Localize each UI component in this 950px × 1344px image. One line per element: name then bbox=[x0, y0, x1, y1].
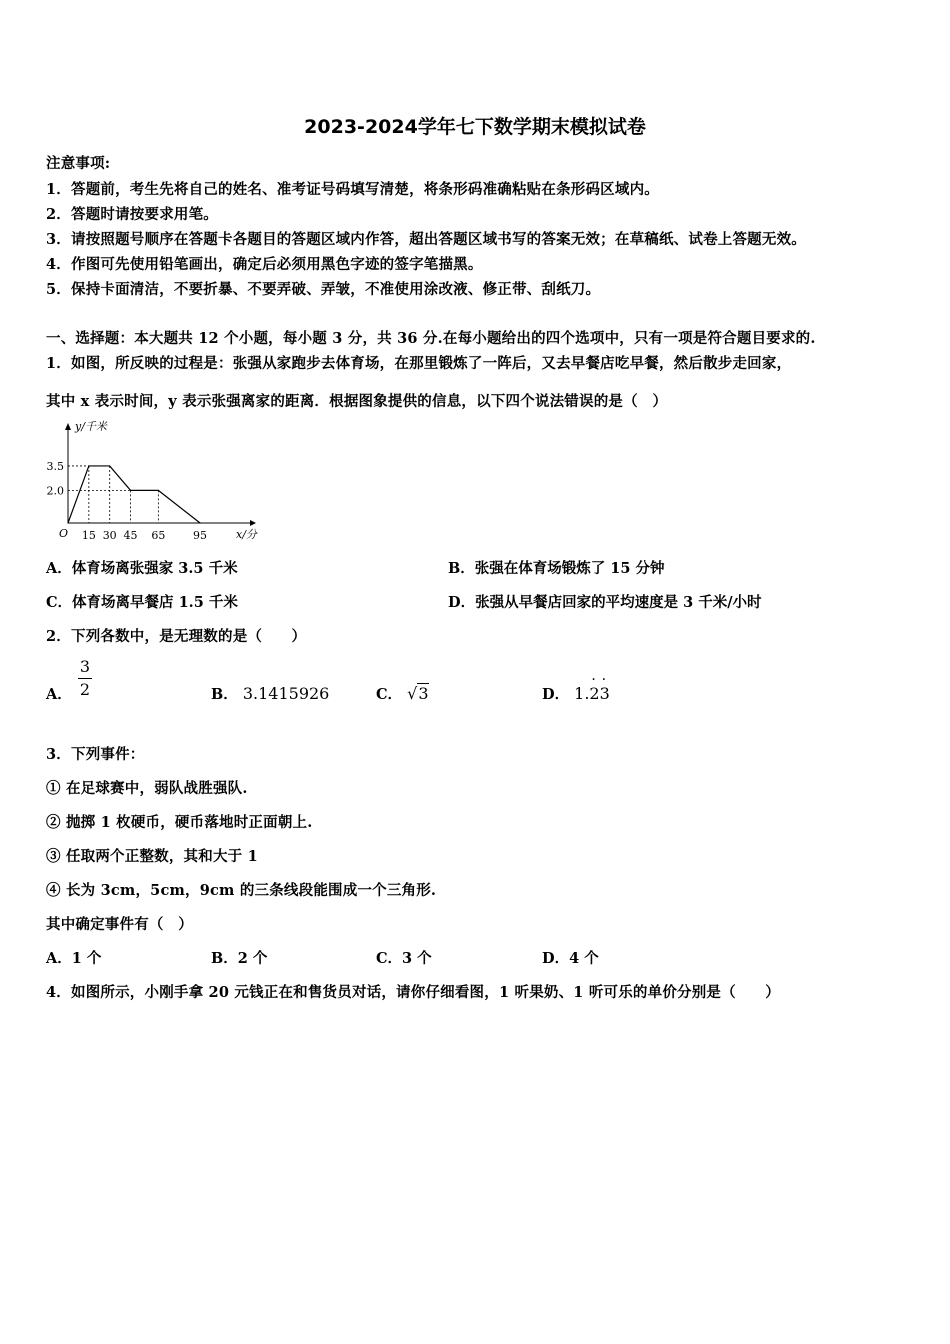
q2-option-c bbox=[376, 683, 429, 704]
x-tick-label: 30 bbox=[102, 529, 117, 542]
data-point bbox=[88, 465, 89, 466]
data-point bbox=[158, 490, 159, 491]
repeating-digit-1: · 2 bbox=[589, 684, 599, 703]
data-point bbox=[109, 465, 110, 466]
q1-option-a: A．体育场离张强家 3.5 千米 bbox=[46, 560, 238, 577]
q3-event-4: ④ 长为 3cm，5cm，9cm 的三条线段能围成一个三角形. bbox=[46, 882, 437, 899]
fraction-numerator: 3 bbox=[79, 657, 91, 676]
q1-distance-time-chart bbox=[40, 418, 270, 546]
distance-series-line bbox=[68, 466, 200, 523]
data-point bbox=[130, 490, 131, 491]
q3-event-3: ③ 任取两个正整数，其和大于 1 bbox=[46, 848, 258, 865]
q3-event-1: ① 在足球赛中，弱队战胜强队. bbox=[46, 780, 248, 797]
fraction-bar bbox=[78, 678, 92, 679]
q2-option-d bbox=[542, 683, 610, 704]
q3-option-d: D．4 个 bbox=[542, 950, 599, 967]
q2-option-b-label: B． bbox=[211, 686, 238, 703]
q1-option-c: C．体育场离早餐店 1.5 千米 bbox=[46, 594, 238, 611]
origin-label: O bbox=[59, 527, 69, 540]
data-point bbox=[67, 522, 68, 523]
x-tick-label: 95 bbox=[193, 529, 208, 542]
q2-stem: 2．下列各数中，是无理数的是（ ） bbox=[46, 628, 307, 645]
notice-item-4: 4．作图可先使用铅笔画出，确定后必须用黑色字迹的签字笔描黑。 bbox=[46, 256, 483, 273]
q2-option-d-label: D． bbox=[542, 686, 570, 703]
q2-option-a-label: A． bbox=[46, 686, 72, 703]
data-point bbox=[199, 522, 200, 523]
x-axis-arrow-icon bbox=[250, 520, 256, 526]
y-tick-label: 3.5 bbox=[46, 459, 64, 473]
q1-option-b: B．张强在体育场锻炼了 15 分钟 bbox=[448, 560, 665, 577]
section-heading: 一、选择题：本大题共 12 个小题，每小题 3 分，共 36 分.在每小题给出的四个选项中，只有一项是符合题目要求的. bbox=[46, 330, 816, 347]
q3-option-a: A．1 个 bbox=[46, 950, 102, 967]
exam-title: 2023-2024学年七下数学期末模拟试卷 bbox=[304, 116, 646, 138]
y-tick-label: 2.0 bbox=[46, 484, 64, 498]
q3-option-b: B．2 个 bbox=[211, 950, 268, 967]
notice-item-2: 2．答题时请按要求用笔。 bbox=[46, 206, 218, 223]
q3-stem: 3．下列事件： bbox=[46, 746, 145, 763]
sqrt-sign-icon: √ bbox=[407, 684, 418, 703]
notice-item-3: 3．请按照题号顺序在答题卡各题目的答题区域内作答，超出答题区域书写的答案无效；在草稿纸、试卷上答题无效。 bbox=[46, 231, 806, 248]
notice-item-1: 1．答题前，考生先将自己的姓名、准考证号码填写清楚，将条形码准确粘贴在条形码区域内。 bbox=[46, 181, 659, 198]
q2-option-a-fraction bbox=[78, 658, 92, 699]
q2-option-d-int: 1. bbox=[574, 684, 590, 703]
q2-option-b bbox=[211, 683, 329, 704]
x-tick-label: 45 bbox=[123, 529, 138, 542]
q2-option-c-sqrt bbox=[407, 684, 428, 703]
q3-event-2: ② 抛掷 1 枚硬币，硬币落地时正面朝上. bbox=[46, 814, 313, 831]
q3-question: 其中确定事件有（ ） bbox=[46, 916, 193, 933]
fraction-denominator: 2 bbox=[79, 680, 91, 699]
x-tick-label: 15 bbox=[81, 529, 96, 542]
q4-stem: 4．如图所示，小刚手拿 20 元钱正在和售货员对话，请你仔细看图，1 听果奶、1 听可乐的单价分别是（ ） bbox=[46, 984, 780, 1001]
x-axis-label: x/分 bbox=[236, 528, 257, 541]
y-axis-label: y/千米 bbox=[75, 420, 107, 433]
sqrt-radicand: 3 bbox=[418, 684, 429, 703]
notice-heading: 注意事项: bbox=[46, 155, 111, 172]
q2-option-d-value bbox=[574, 684, 610, 703]
q1-stem-line1: 1．如图，所反映的过程是：张强从家跑步去体育场，在那里锻炼了一阵后，又去早餐店吃早餐，然后散步走回家， bbox=[46, 355, 792, 372]
q1-stem-line2: 其中 x 表示时间，y 表示张强离家的距离．根据图象提供的信息，以下四个说法错误的是（ ） bbox=[46, 393, 668, 410]
q3-option-c: C．3 个 bbox=[376, 950, 432, 967]
x-tick-label: 65 bbox=[151, 529, 166, 542]
q1-option-d: D．张强从早餐店回家的平均速度是 3 千米/小时 bbox=[448, 594, 762, 611]
q2-option-c-label: C． bbox=[376, 686, 403, 703]
repeating-digit-2: · 3 bbox=[600, 684, 610, 703]
q2-option-b-value: 3.1415926 bbox=[242, 684, 330, 703]
notice-item-5: 5．保持卡面清洁，不要折暴、不要弄破、弄皱，不准使用涂改液、修正带、刮纸刀。 bbox=[46, 281, 601, 298]
y-axis-arrow-icon bbox=[65, 423, 71, 430]
